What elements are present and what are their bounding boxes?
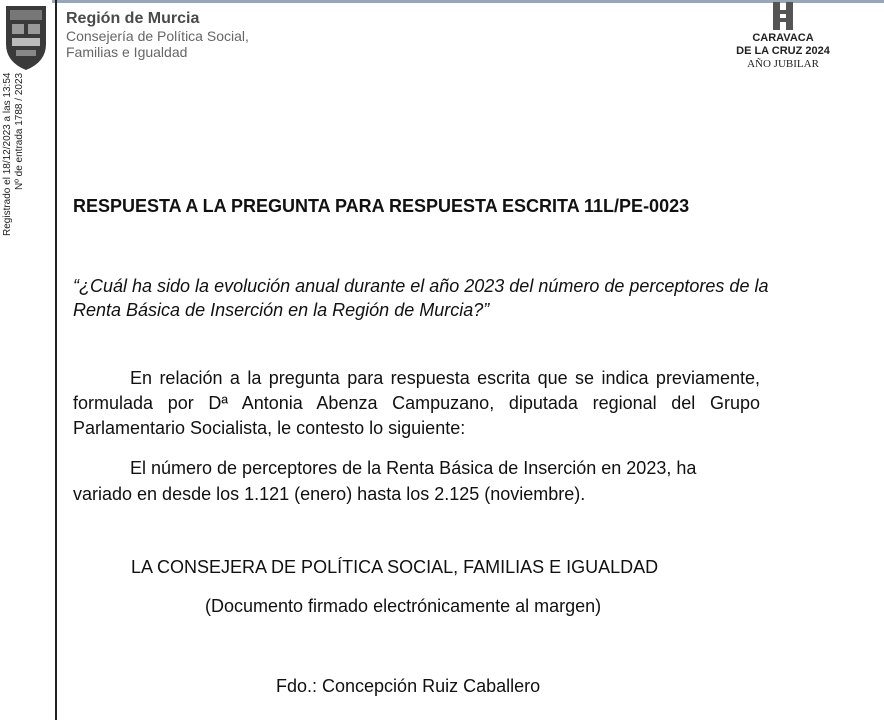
response-paragraph-1-text: En relación a la pregunta para respuesta escrita que se indica previamente, formulada por Dª Antonia Abenza Campuzano, diputada regional del Grupo Parlamentario Socialista, le contesto lo siguiente:: [73, 368, 760, 438]
question-text: “¿Cuál ha sido la evolución anual durante el año 2023 del número de perceptores de la Renta Básica de Inserción en la Región de Murcia?”: [73, 276, 769, 320]
margin-divider: [55, 0, 57, 720]
logo-text-line-1: CARAVACA: [752, 32, 814, 44]
logo-text-line-3: AÑO JUBILAR: [747, 58, 819, 70]
response-paragraph-2: [73, 455, 760, 507]
caravaca-cross-icon: [763, 2, 803, 32]
document-title: RESPUESTA A LA PREGUNTA PARA RESPUESTA ESCRITA 11L/PE-0023: [73, 196, 690, 216]
organization-name: Región de Murcia: [66, 10, 200, 27]
letterhead: [66, 9, 249, 60]
response-paragraph-1: [73, 366, 760, 441]
signed-by: Fdo.: Concepción Ruiz Caballero: [276, 676, 541, 696]
entry-number-stamp: Nº de entrada 1788 / 2023: [14, 72, 25, 190]
caravaca-logo: [733, 2, 833, 71]
registration-stamp: Registrado el 18/12/2023 a las 13:54: [2, 72, 13, 236]
response-paragraph-2-text: El número de perceptores de la Renta Básica de Inserción en 2023, ha variado en desde los 1.121 (enero) hasta los 2.125 (noviembre).: [73, 458, 697, 504]
coat-of-arms-icon: [0, 0, 52, 72]
department-line-2: Familias e Igualdad: [66, 44, 188, 60]
logo-text-line-2: DE LA CRUZ 2024: [736, 45, 830, 57]
signature-note: (Documento firmado electrónicamente al margen): [205, 596, 602, 616]
department-line-1: Consejería de Política Social,: [66, 28, 249, 44]
signer-title: LA CONSEJERA DE POLÍTICA SOCIAL, FAMILIAS E IGUALDAD: [131, 557, 659, 577]
